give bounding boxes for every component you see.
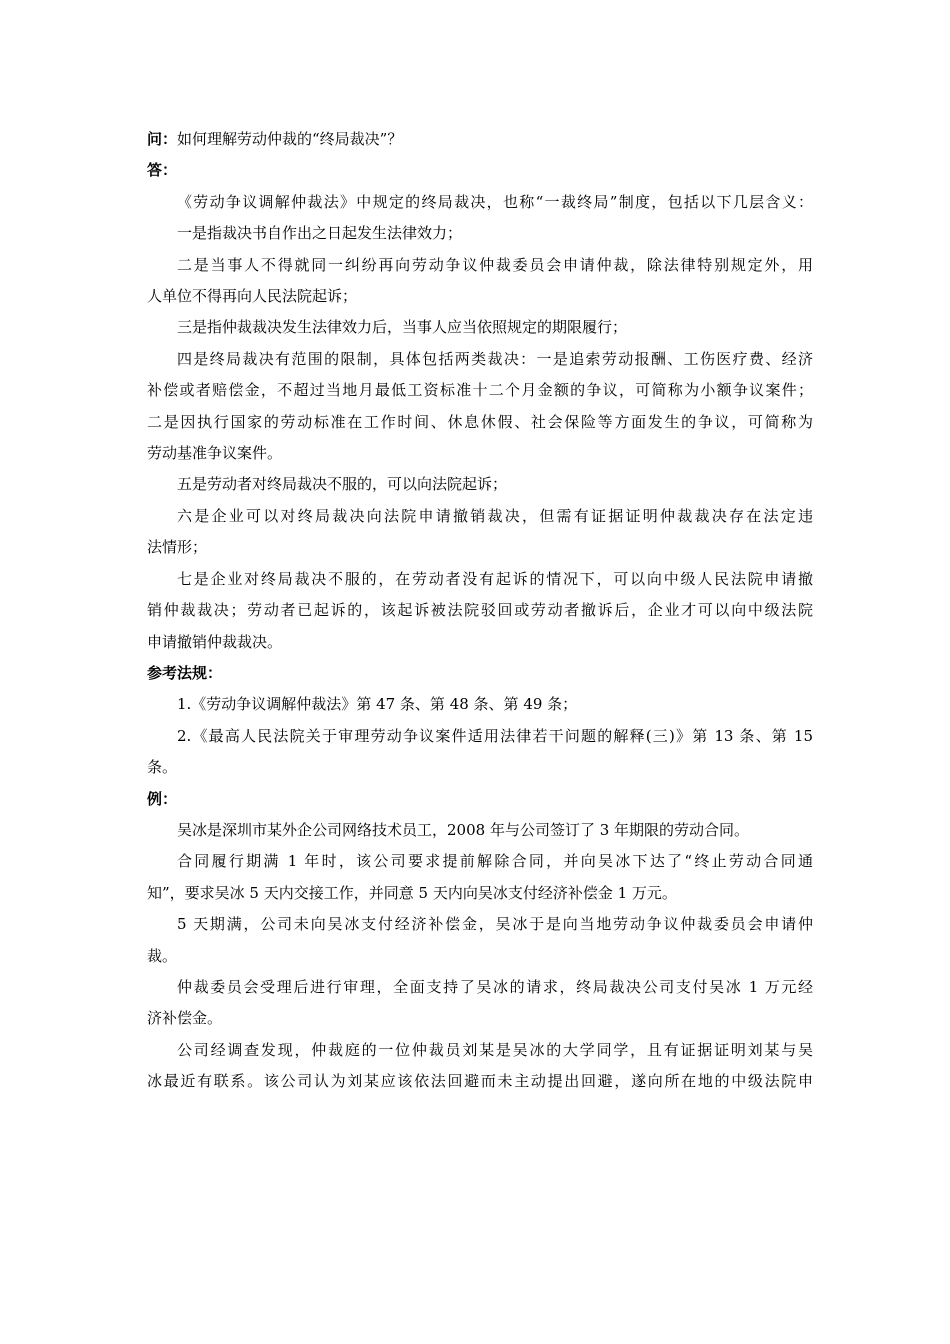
answer-paragraph-cont: 销仲裁裁决；劳动者已起诉的，该起诉被法院驳回或劳动者撤诉后，企业才可以向中级法院: [147, 601, 813, 620]
example-paragraph: 公司经调查发现，仲裁庭的一位仲裁员刘某是吴冰的大学同学，且有证据证明刘某与吴: [177, 1040, 813, 1059]
reference-item: 2.《最高人民法院关于审理劳动争议案件适用法律若干问题的解释(三)》第 13 条、第 15: [177, 726, 813, 745]
answer-paragraph: 二是当事人不得就同一纠纷再向劳动争议仲裁委员会申请仲裁，除法律特别规定外，用: [177, 255, 813, 274]
answer-paragraph: 三是指仲裁裁决发生法律效力后，当事人应当依照规定的期限履行；: [177, 318, 628, 337]
example-paragraph-cont: 知”，要求吴冰 5 天内交接工作，并同意 5 天内向吴冰支付经济补偿金 1 万元。: [147, 883, 677, 902]
example-paragraph: 吴冰是深圳市某外企公司网络技术员工，2008 年与公司签订了 3 年期限的劳动合同。: [177, 820, 750, 839]
answer-paragraph-cont: 补偿或者赔偿金，不超过当地月最低工资标准十二个月金额的争议，可简称为小额争议案件；: [147, 381, 813, 400]
question-text: 如何理解劳动仲裁的“终局裁决”？: [177, 130, 403, 148]
reference-item-cont: 条。: [147, 758, 178, 777]
answer-paragraph-cont: 申请撤销仲裁裁决。: [147, 632, 283, 651]
document-page: [147, 124, 813, 1098]
answer-paragraph-cont: 二是因执行国家的劳动标准在工作时间、休息休假、社会保险等方面发生的争议，可简称为: [147, 412, 813, 431]
example-paragraph: 5 天期满，公司未向吴冰支付经济补偿金，吴冰于是向当地劳动争议仲裁委员会申请仲: [177, 915, 813, 934]
answer-paragraph: 七是企业对终局裁决不服的，在劳动者没有起诉的情况下，可以向中级人民法院申请撤: [177, 569, 813, 588]
example-paragraph: 合同履行期满 1 年时，该公司要求提前解除合同，并向吴冰下达了“终止劳动合同通: [177, 852, 813, 871]
answer-paragraph: 《劳动争议调解仲裁法》中规定的终局裁决，也称“一裁终局”制度，包括以下几层含义：: [177, 192, 813, 211]
answer-paragraph: 四是终局裁决有范围的限制，具体包括两类裁决：一是追索劳动报酬、工伤医疗费、经济: [177, 349, 813, 368]
answer-paragraph: 一是指裁决书自作出之日起发生法律效力；: [177, 224, 463, 243]
reference-item: 1.《劳动争议调解仲裁法》第 47 条、第 48 条、第 49 条；: [177, 695, 578, 714]
question-label: 问：: [147, 130, 178, 148]
answer-paragraph-cont: 劳动基准争议案件。: [147, 444, 283, 463]
references-label: 参考法规：: [147, 663, 223, 682]
example-paragraph: 仲裁委员会受理后进行审理，全面支持了吴冰的请求，终局裁决公司支付吴冰 1 万元经: [177, 977, 813, 996]
answer-paragraph-cont: 人单位不得再向人民法院起诉；: [147, 287, 358, 306]
answer-paragraph: 五是劳动者对终局裁决不服的，可以向法院起诉；: [177, 475, 508, 494]
example-paragraph-cont: 冰最近有联系。该公司认为刘某应该依法回避而未主动提出回避，遂向所在地的中级法院申: [147, 1072, 813, 1091]
answer-paragraph: 六是企业可以对终局裁决向法院申请撤销裁决，但需有证据证明仲裁裁决存在法定违: [177, 506, 813, 525]
example-paragraph-cont: 济补偿金。: [147, 1009, 223, 1028]
question-line: [147, 124, 813, 155]
answer-paragraph-cont: 法情形；: [147, 538, 208, 557]
example-paragraph-cont: 裁。: [147, 946, 178, 965]
example-label: 例：: [147, 789, 178, 808]
answer-label: 答：: [147, 161, 178, 180]
